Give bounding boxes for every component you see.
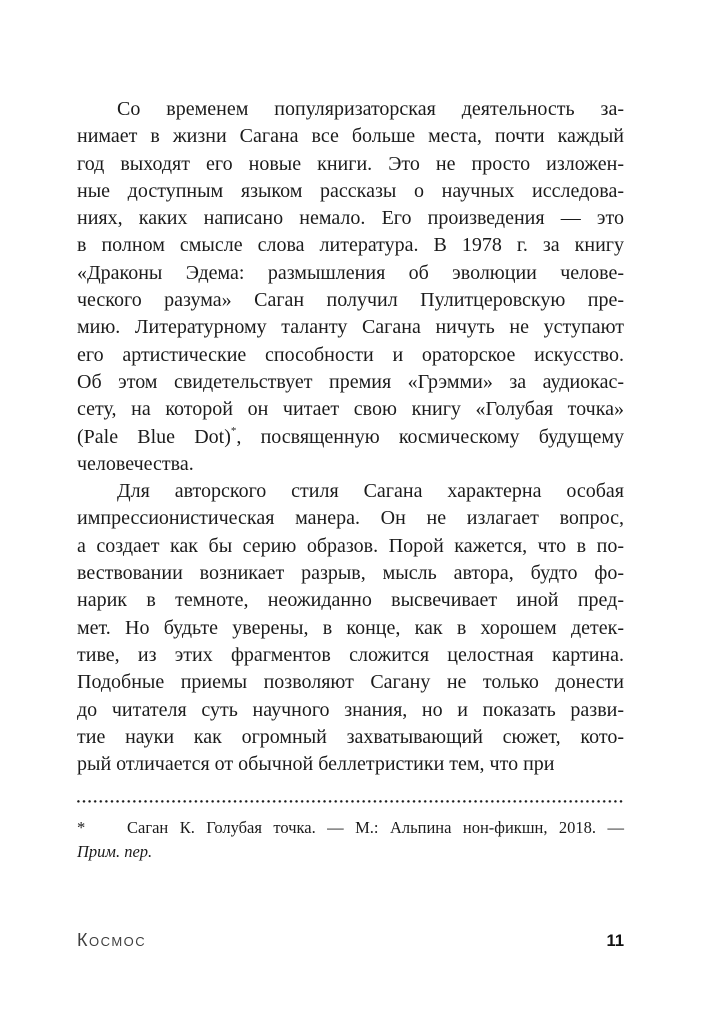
text-line: импрессионистическая манера. Он не излагает вопрос, bbox=[77, 507, 624, 530]
text-line: Для авторского стиля Сагана характерна особая bbox=[117, 480, 624, 503]
text-line: нарик в темноте, неожиданно высвечивает иной пред- bbox=[77, 589, 624, 612]
footnote-line bbox=[77, 840, 624, 864]
text-line: сету, на которой он читает свою книгу «Голубая точка» bbox=[77, 398, 624, 421]
text-line: Со временем популяризаторская деятельность за- bbox=[117, 98, 624, 120]
text-line: год выходят его новые книги. Это не просто изложен- bbox=[77, 152, 624, 175]
text-line: ниях, каких написано немало. Его произведения — это bbox=[77, 207, 624, 230]
text-line: (Pale Blue Dot)*, посвященную космическому будущему bbox=[77, 424, 624, 448]
text-line: человечества. bbox=[77, 452, 194, 475]
text-line: Подобные приемы позволяют Сагану не только донести bbox=[77, 671, 624, 694]
text-line: Об этом свидетельствует премия «Грэмми» за аудиокас- bbox=[77, 370, 624, 393]
running-title: Космос bbox=[77, 930, 147, 950]
footnote bbox=[77, 816, 624, 864]
text-line: мет. Но будьте уверены, в конце, как в хорошем детек- bbox=[77, 616, 624, 639]
text-line: в полном смысле слова литература. В 1978 г. за книгу bbox=[77, 234, 624, 257]
text-line: тие науки как огромный захватывающий сюжет, кото- bbox=[77, 725, 624, 748]
text-line: ческого разума» Саган получил Пулитцеровскую пре- bbox=[77, 289, 624, 312]
footnote-citation: Саган К. Голубая точка. — М.: Альпина нон-фикшн, 2018. — bbox=[127, 818, 624, 837]
text-line: тиве, из этих фрагментов сложится целостная картина. bbox=[77, 643, 624, 666]
text-line: а создает как бы серию образов. Порой кажется, что в по- bbox=[77, 534, 624, 557]
text-line: до читателя суть научного знания, но и показать разви- bbox=[77, 698, 624, 721]
body-text bbox=[77, 96, 624, 778]
text-line: ные доступным языком рассказы о научных исследова- bbox=[77, 179, 624, 202]
text-line: мию. Литературному таланту Сагана ничуть не уступают bbox=[77, 316, 624, 339]
footnote-separator bbox=[77, 800, 624, 803]
footnote-line bbox=[77, 816, 624, 840]
text-line: вествовании возникает разрыв, мысль автора, будто фо- bbox=[77, 562, 624, 585]
text-line: нимает в жизни Сагана все больше места, почти каждый bbox=[77, 125, 624, 148]
footnote-marker: * bbox=[77, 818, 86, 837]
footnote-note: Прим. пер. bbox=[77, 842, 153, 861]
page-number: 11 bbox=[606, 932, 624, 950]
text-line: «Драконы Эдема: размышления об эволюции челове- bbox=[77, 261, 624, 284]
text-line: рый отличается от обычной беллетристики тем, что при bbox=[77, 753, 555, 776]
footnote-reference: * bbox=[230, 424, 237, 437]
text-line: его артистические способности и ораторское искусство. bbox=[77, 343, 624, 366]
running-footer bbox=[77, 930, 624, 951]
